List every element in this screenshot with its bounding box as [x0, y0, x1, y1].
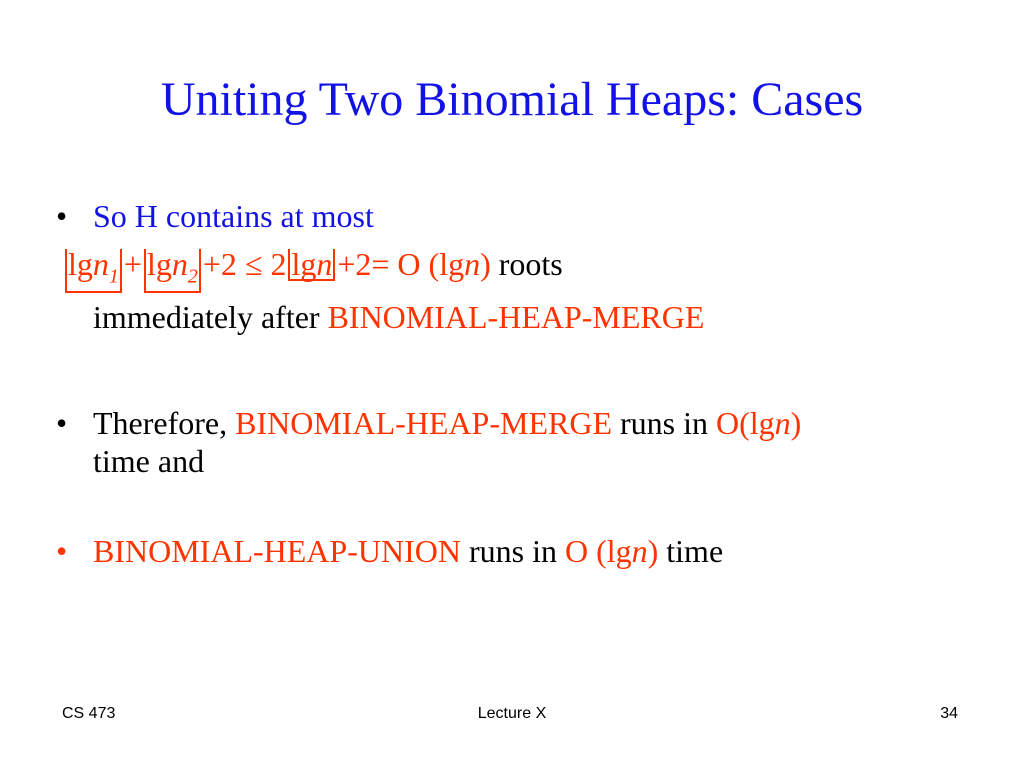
bullet-dot: • [56, 533, 68, 570]
bullet-item-3: • BINOMIAL-HEAP-UNION runs in O (lgn) time [56, 527, 996, 575]
footer-page-number: 34 [940, 705, 958, 722]
bullet1-formula-line: lgn$_1$ + lgn$_2$ +2 ≤ 2 lgn +2= O (lgn) roots [63, 240, 996, 293]
bullet-dot: • [56, 198, 68, 234]
bullet1-line3: immediately after BINOMIAL-HEAP-MERGE [93, 299, 705, 336]
footer-course: CS 473 [62, 705, 116, 722]
bullet2-line1: Therefore, BINOMIAL-HEAP-MERGE runs in O(lgn) [93, 405, 802, 442]
floor-expression-3: lgn [288, 249, 335, 281]
floor-expression-1: lgn$_1$ [65, 249, 122, 293]
merge-procedure-name: BINOMIAL-HEAP-MERGE [327, 299, 705, 336]
bullet-dot: • [56, 405, 68, 442]
bullet2-line2: time and [93, 443, 205, 480]
bullet1-line1: So H contains at most [93, 198, 374, 234]
slide-title: Uniting Two Binomial Heaps: Cases [160, 73, 864, 126]
bullet-item-2 [56, 399, 996, 485]
floor-expression-2: lgn$_2$ [144, 249, 201, 293]
bullet-item-1 [56, 192, 996, 341]
bullet-list [56, 192, 996, 570]
footer-lecture: Lecture X [477, 705, 547, 722]
